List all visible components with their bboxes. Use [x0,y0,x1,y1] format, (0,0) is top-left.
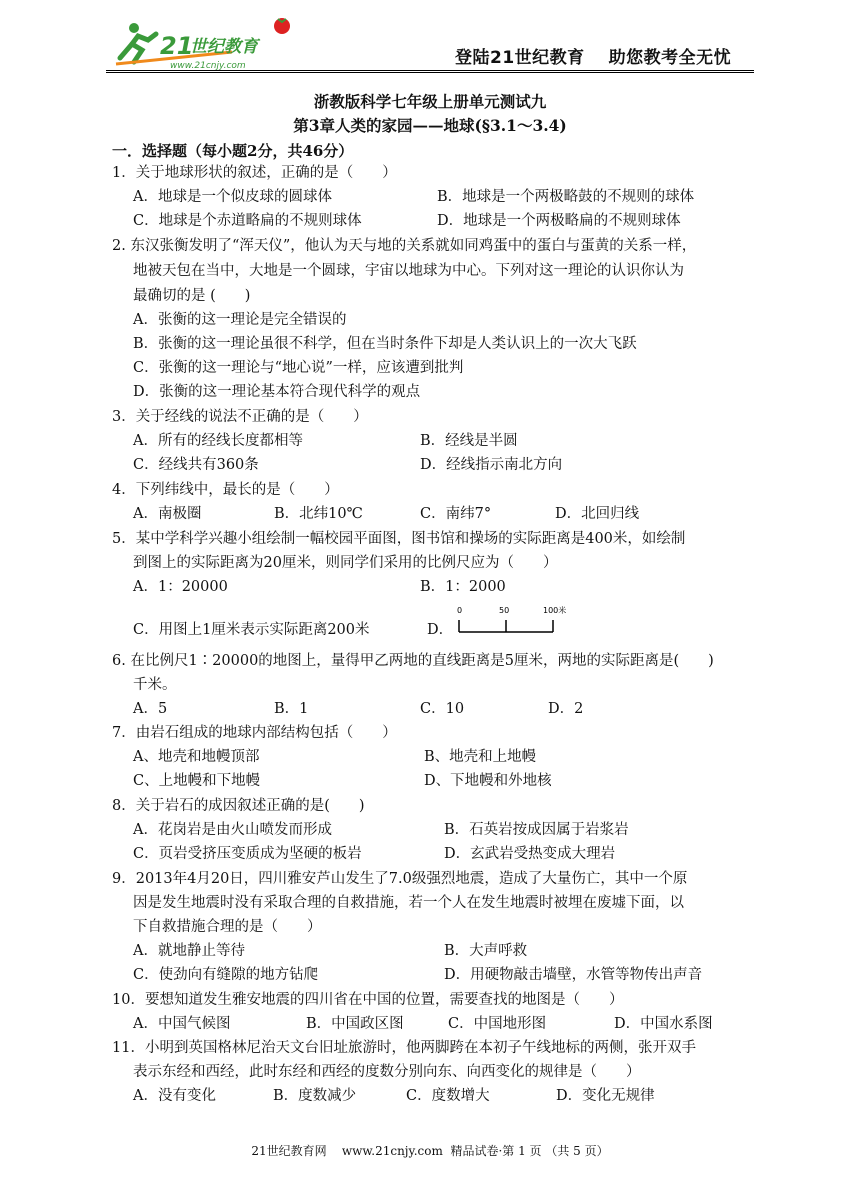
q11-option-a: A．没有变化 [133,1088,216,1104]
q9-option-a: A．就地静止等待 [133,943,245,959]
q4-stem: 4．下列纬线中，最长的是（ ） [112,482,339,498]
q9-option-b: B．大声呼救 [444,943,528,959]
q4-option-d: D．北回归线 [555,506,640,522]
q3-option-c: C．经线共有360条 [133,457,259,473]
header-rule-thin [106,72,754,73]
q5-option-d: D． [427,622,454,638]
page-footer: 21世纪教育网 www.21cnjy.com 精品试卷·第 1 页 （共 5 页） [251,1144,609,1158]
paper-title: 浙教版科学七年级上册单元测试九 [313,92,547,111]
header-rule [106,70,754,71]
q2-option-a: A．张衡的这一理论是完全错误的 [133,312,347,328]
svg-text:www.21cnjy.com: www.21cnjy.com [170,61,246,71]
q1-option-c: C．地球是个赤道略扁的不规则球体 [133,213,362,229]
q2-option-b: B．张衡的这一理论虽很不科学，但在当时条件下却是人类认识上的一次大飞跃 [133,336,637,352]
q4-option-b: B．北纬10℃ [274,506,363,522]
paper-subtitle: 第3章人类的家园——地球(§3.1～3.4) [293,116,567,135]
q9-stem-2: 因是发生地震时没有采取合理的自救措施，若一个人在发生地震时被埋在废墟下面，以 [133,895,684,911]
q6-option-c: C．10 [420,701,465,717]
q8-option-a: A．花岗岩是由火山喷发而形成 [133,822,332,838]
q10-stem: 10．要想知道发生雅安地震的四川省在中国的位置，需要查找的地图是（ ） [112,992,624,1008]
q5-stem-2: 到图上的实际距离为20厘米，则同学们采用的比例尺应为（ ） [133,555,558,571]
q7-option-b: B、地壳和上地幔 [424,749,537,765]
slogan-right: 助您教考全无忧 [608,48,732,68]
q6-option-b: B．1 [274,701,309,717]
q9-option-c: C．使劲向有缝隙的地方钻爬 [133,967,319,983]
slogan-left: 登陆21世纪教育 [455,48,585,68]
q9-stem-3: 下自救措施合理的是（ ） [133,919,322,935]
q10-option-a: A．中国气候图 [133,1016,231,1032]
q6-option-a: A．5 [133,701,168,717]
q6-option-d: D．2 [548,701,584,717]
q9-stem-1: 9．2013年4月20日，四川雅安芦山发生了7.0级强烈地震，造成了大量伤亡，其中一个原 [112,871,688,887]
q11-stem-2: 表示东经和西经，此时东经和西经的度数分别向东、向西变化的规律是（ ） [133,1064,641,1080]
q4-option-a: A．南极圈 [133,506,202,522]
svg-text:21: 21 [160,32,194,60]
q6-stem-1: 6. 在比例尺1∶20000的地图上，量得甲乙两地的直线距离是5厘米，两地的实际距离是( ) [112,653,714,669]
q10-option-d: D．中国水系图 [614,1016,713,1032]
logo-graphic [112,14,302,74]
q2-stem-3: 最确切的是 ( ) [133,288,251,304]
q4-option-c: C．南纬7° [420,506,492,522]
q9-option-d: D．用硬物敲击墙壁，水管等物传出声音 [444,967,703,983]
q10-option-c: C．中国地形图 [448,1016,547,1032]
section-heading: 一．选择题（每小题2分，共46分） [112,142,354,160]
q10-option-b: B．中国政区图 [306,1016,404,1032]
q2-stem-1: 2. 东汉张衡发明了“浑天仪”，他认为天与地的关系就如同鸡蛋中的蛋白与蛋黄的关系一样， [112,238,697,254]
q1-stem: 1．关于地球形状的叙述，正确的是（ ） [112,165,397,181]
header-slogan [455,43,731,68]
q11-option-c: C．度数增大 [406,1088,490,1104]
scale-label-0: 0 [457,606,463,615]
q5-option-a: A．1：20000 [133,579,228,595]
q3-option-a: A．所有的经线长度都相等 [133,433,303,449]
q7-option-d: D、下地幔和外地核 [424,773,552,789]
q8-option-c: C．页岩受挤压变质成为坚硬的板岩 [133,846,362,862]
q7-stem: 7．由岩石组成的地球内部结构包括（ ） [112,725,397,741]
scale-bar-figure [455,604,585,636]
q11-stem-1: 11．小明到英国格林尼治天文台旧址旅游时，他两脚跨在本初子午线地标的两侧，张开双手 [112,1040,696,1056]
q2-option-d: D．张衡的这一理论基本符合现代科学的观点 [133,384,421,400]
q3-option-d: D．经线指示南北方向 [420,457,563,473]
q3-stem: 3．关于经线的说法不正确的是（ ） [112,409,368,425]
q8-stem: 8．关于岩石的成因叙述正确的是( ) [112,798,365,814]
q8-option-d: D．玄武岩受热变成大理岩 [444,846,616,862]
q5-option-b: B．1：2000 [420,579,506,595]
site-logo [112,14,302,74]
q1-option-b: B．地球是一个两极略鼓的不规则的球体 [437,189,695,205]
scale-label-50: 50 [499,606,510,615]
q2-stem-2: 地被天包在当中，大地是一个圆球，宇宙以地球为中心。下列对这一理论的认识你认为 [133,263,684,279]
q1-option-a: A．地球是一个似皮球的圆球体 [133,189,332,205]
q11-option-d: D．变化无规律 [556,1088,655,1104]
q5-stem-1: 5．某中学科学兴趣小组绘制一幅校园平面图，图书馆和操场的实际距离是400米，如绘制 [112,531,686,547]
q7-option-a: A、地壳和地幔顶部 [133,749,260,765]
q6-stem-2: 千米。 [133,677,177,693]
scale-label-100: 100米 [543,606,567,615]
q7-option-c: C、上地幔和下地幔 [133,773,261,789]
q5-option-c: C．用图上1厘米表示实际距离200米 [133,622,370,638]
q11-option-b: B．度数减少 [273,1088,357,1104]
q1-option-d: D．地球是一个两极略扁的不规则球体 [437,213,681,229]
q3-option-b: B．经线是半圆 [420,433,518,449]
svg-text:世纪教育: 世纪教育 [190,37,258,57]
q8-option-b: B．石英岩按成因属于岩浆岩 [444,822,629,838]
q2-option-c: C．张衡的这一理论与“地心说”一样，应该遭到批判 [133,360,464,376]
